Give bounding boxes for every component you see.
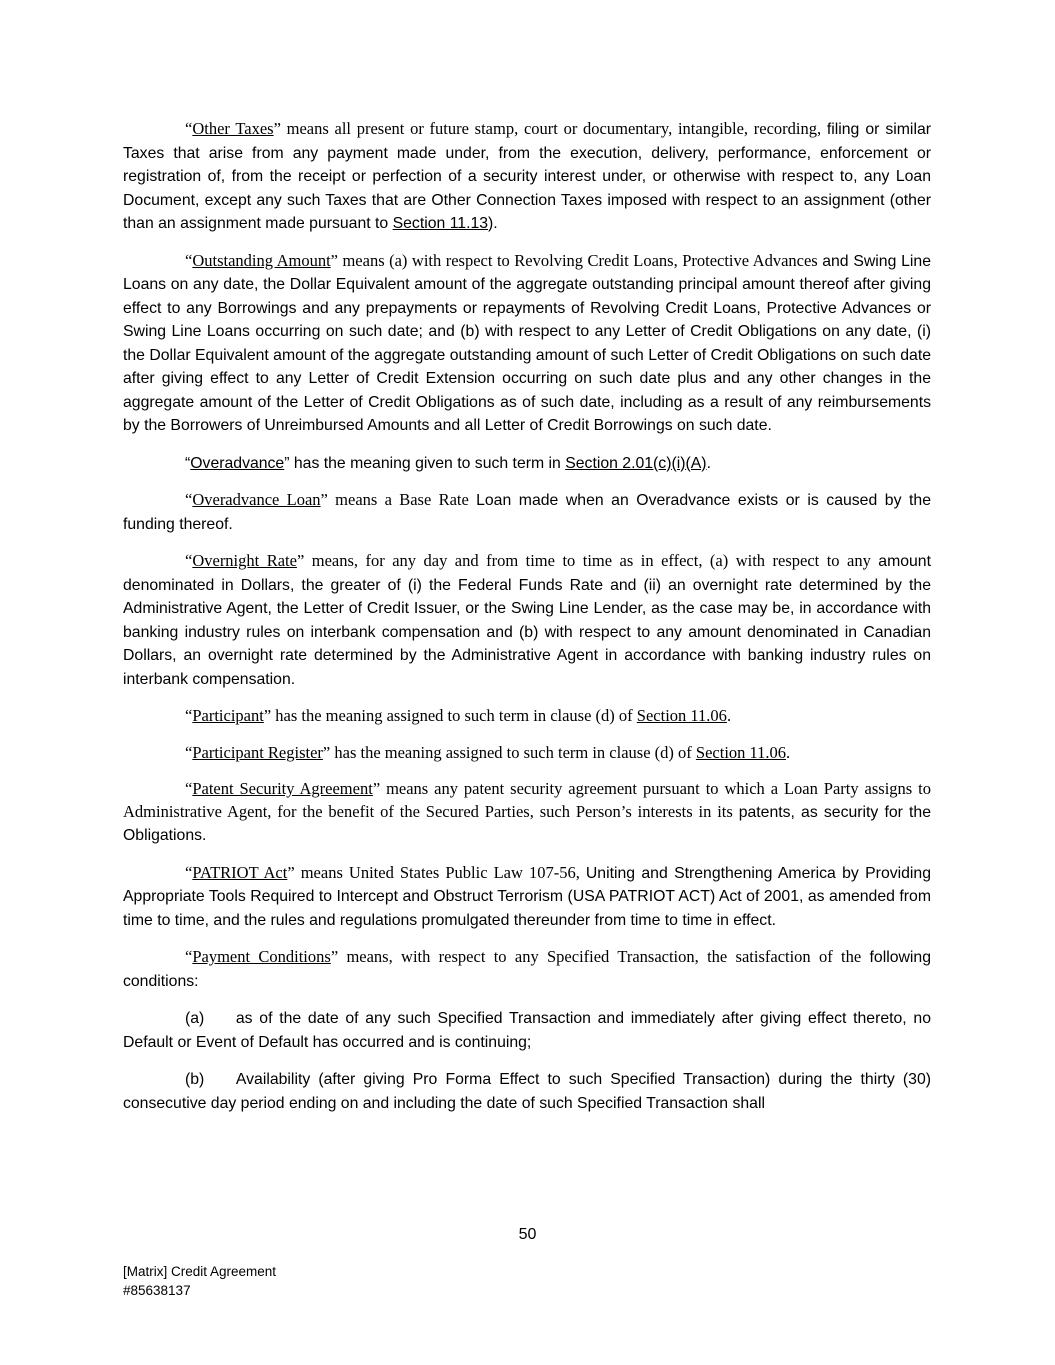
text-run: ” means, with respect to any Specified Transaction, the satisfaction of the <box>330 947 870 966</box>
text-run: following conditions: <box>123 949 931 990</box>
defined-term: Outstanding Amount <box>192 250 331 270</box>
definition-paragraph <box>123 489 931 536</box>
section-reference: Section 11.06 <box>695 742 787 762</box>
text-run: (b) Availability (after giving Pro Forma Effect to such Specified Transaction) during the thirty (30) consecutive day period ending on and including the date of such Specified Transaction shall <box>123 1071 931 1112</box>
text-run: ” has the meaning given to such term in <box>284 454 566 472</box>
text-run: “ <box>185 250 193 270</box>
text-run: amount denominated in Dollars, the greater of (i) the Federal Funds Rate and (ii) an overnight rate determined by the Administrative Agent, the Letter of Credit Issuer, or the Swing Line Lender, as the case may be, in accordance with banking industry rules on interbank compensation and (b) with respect to any amount denominated in Canadian Dollars, an overnight rate determined by the Administrative Agent in accordance with banking industry rules on interbank compensation. <box>123 553 931 688</box>
document-body <box>123 118 931 1129</box>
text-run: “ <box>185 490 193 509</box>
text-run: . <box>706 454 711 472</box>
footer-doc-title: [Matrix] Credit Agreement <box>123 1264 277 1279</box>
text-run: “ <box>185 119 193 138</box>
text-run: “ <box>185 551 193 570</box>
defined-term: Patent Security Agreement <box>192 779 373 798</box>
section-reference: Section 11.06 <box>636 706 727 725</box>
definition-paragraph <box>123 550 931 691</box>
text-run: “ <box>185 862 193 882</box>
definition-paragraph <box>123 452 931 476</box>
defined-term: PATRIOT Act <box>192 862 288 882</box>
text-run: ” means United States Public Law 107-56, <box>287 862 586 882</box>
defined-term: Other Taxes <box>192 119 274 138</box>
text-run: “ <box>185 779 193 798</box>
document-footer <box>123 1262 276 1300</box>
text-run: “ <box>185 454 191 472</box>
text-run: “ <box>185 947 193 966</box>
defined-term: Payment Conditions <box>192 947 331 966</box>
definition-paragraph <box>123 862 931 933</box>
section-reference: Section 2.01(c)(i)(A) <box>565 454 707 472</box>
definition-paragraph <box>123 250 931 438</box>
text-run: “ <box>185 706 193 725</box>
text-run: . <box>786 742 791 762</box>
text-run: “ <box>185 742 193 762</box>
section-reference: Section 11.13 <box>392 215 489 232</box>
text-run: Loan made when an Overadvance exists or is caused by the funding thereof. <box>123 492 931 533</box>
definition-paragraph <box>123 778 931 848</box>
text-run: . <box>726 706 732 725</box>
text-run: ” means (a) with respect to Revolving Credit Loans, Protective Advances <box>330 250 823 270</box>
definition-paragraph <box>123 705 931 728</box>
text-run: (a) as of the date of any such Specified Transaction and immediately after giving effect thereto, no Default or Event of Default has occurred and is continuing; <box>123 1010 931 1051</box>
definition-paragraph <box>123 1068 931 1115</box>
text-run: Uniting and Strengthening America by Providing Appropriate Tools Required to Intercept and Obstruct Terrorism (USA PATRIOT ACT) Act of 2001, as amended from time to time, and the rules and regulations promulgated thereunder from time to time in effect. <box>123 864 931 929</box>
text-run: and Swing Line Loans on any date, the Dollar Equivalent amount of the aggregate outstanding principal amount thereof after giving effect to any Borrowings and any prepayments or repayments of Revolving Credit Loans, Protective Advances or Swing Line Loans occurring on such date; and (b) with respect to any Letter of Credit Obligations on any date, (i) the Dollar Equivalent amount of the aggregate outstanding amount of such Letter of Credit Obligations on such date after giving effect to any Letter of Credit Extension occurring on such date plus and any other changes in the aggregate amount of the Letter of Credit Obligations as of such date, including as a result of any reimbursements by the Borrowers of Unreimbursed Amounts and all Letter of Credit Borrowings on such date. <box>123 252 931 434</box>
text-run: ” means all present or future stamp, court or documentary, intangible, recording, <box>273 119 827 138</box>
definition-paragraph <box>123 946 931 993</box>
text-run: ” has the meaning assigned to such term in clause (d) of <box>322 742 696 762</box>
defined-term: Overnight Rate <box>192 551 297 570</box>
defined-term: Participant <box>192 706 264 725</box>
page-number: 50 <box>518 1226 537 1243</box>
footer-doc-number: #85638137 <box>123 1283 191 1298</box>
text-run: ” means a Base Rate <box>320 490 477 509</box>
defined-term: Overadvance Loan <box>192 490 321 509</box>
text-run: filing or similar Taxes that arise from any payment made under, from the execution, delivery, performance, enforcement or registration of, from the receipt or perfection of a security interest under, or otherwise with respect to, any Loan Document, except any such Taxes that are Other Connection Taxes imposed with respect to an assignment (other than an assignment made pursuant to <box>123 121 932 232</box>
text-run: ” means, for any day and from time to time as in effect, (a) with respect to any <box>296 551 879 570</box>
text-run: patents, as security for the Obligations. <box>123 803 931 844</box>
defined-term: Overadvance <box>190 454 285 472</box>
definition-paragraph <box>123 742 931 765</box>
text-run: ). <box>488 215 498 232</box>
definition-paragraph <box>123 1007 931 1054</box>
definition-paragraph <box>123 118 931 236</box>
text-run: ” means any patent security agreement pursuant to which a Loan Party assigns to Administrative Agent, for the benefit of the Secured Parties, such Person’s interests in its <box>123 779 931 821</box>
defined-term: Participant Register <box>192 742 323 762</box>
text-run: ” has the meaning assigned to such term in clause (d) of <box>263 706 637 725</box>
